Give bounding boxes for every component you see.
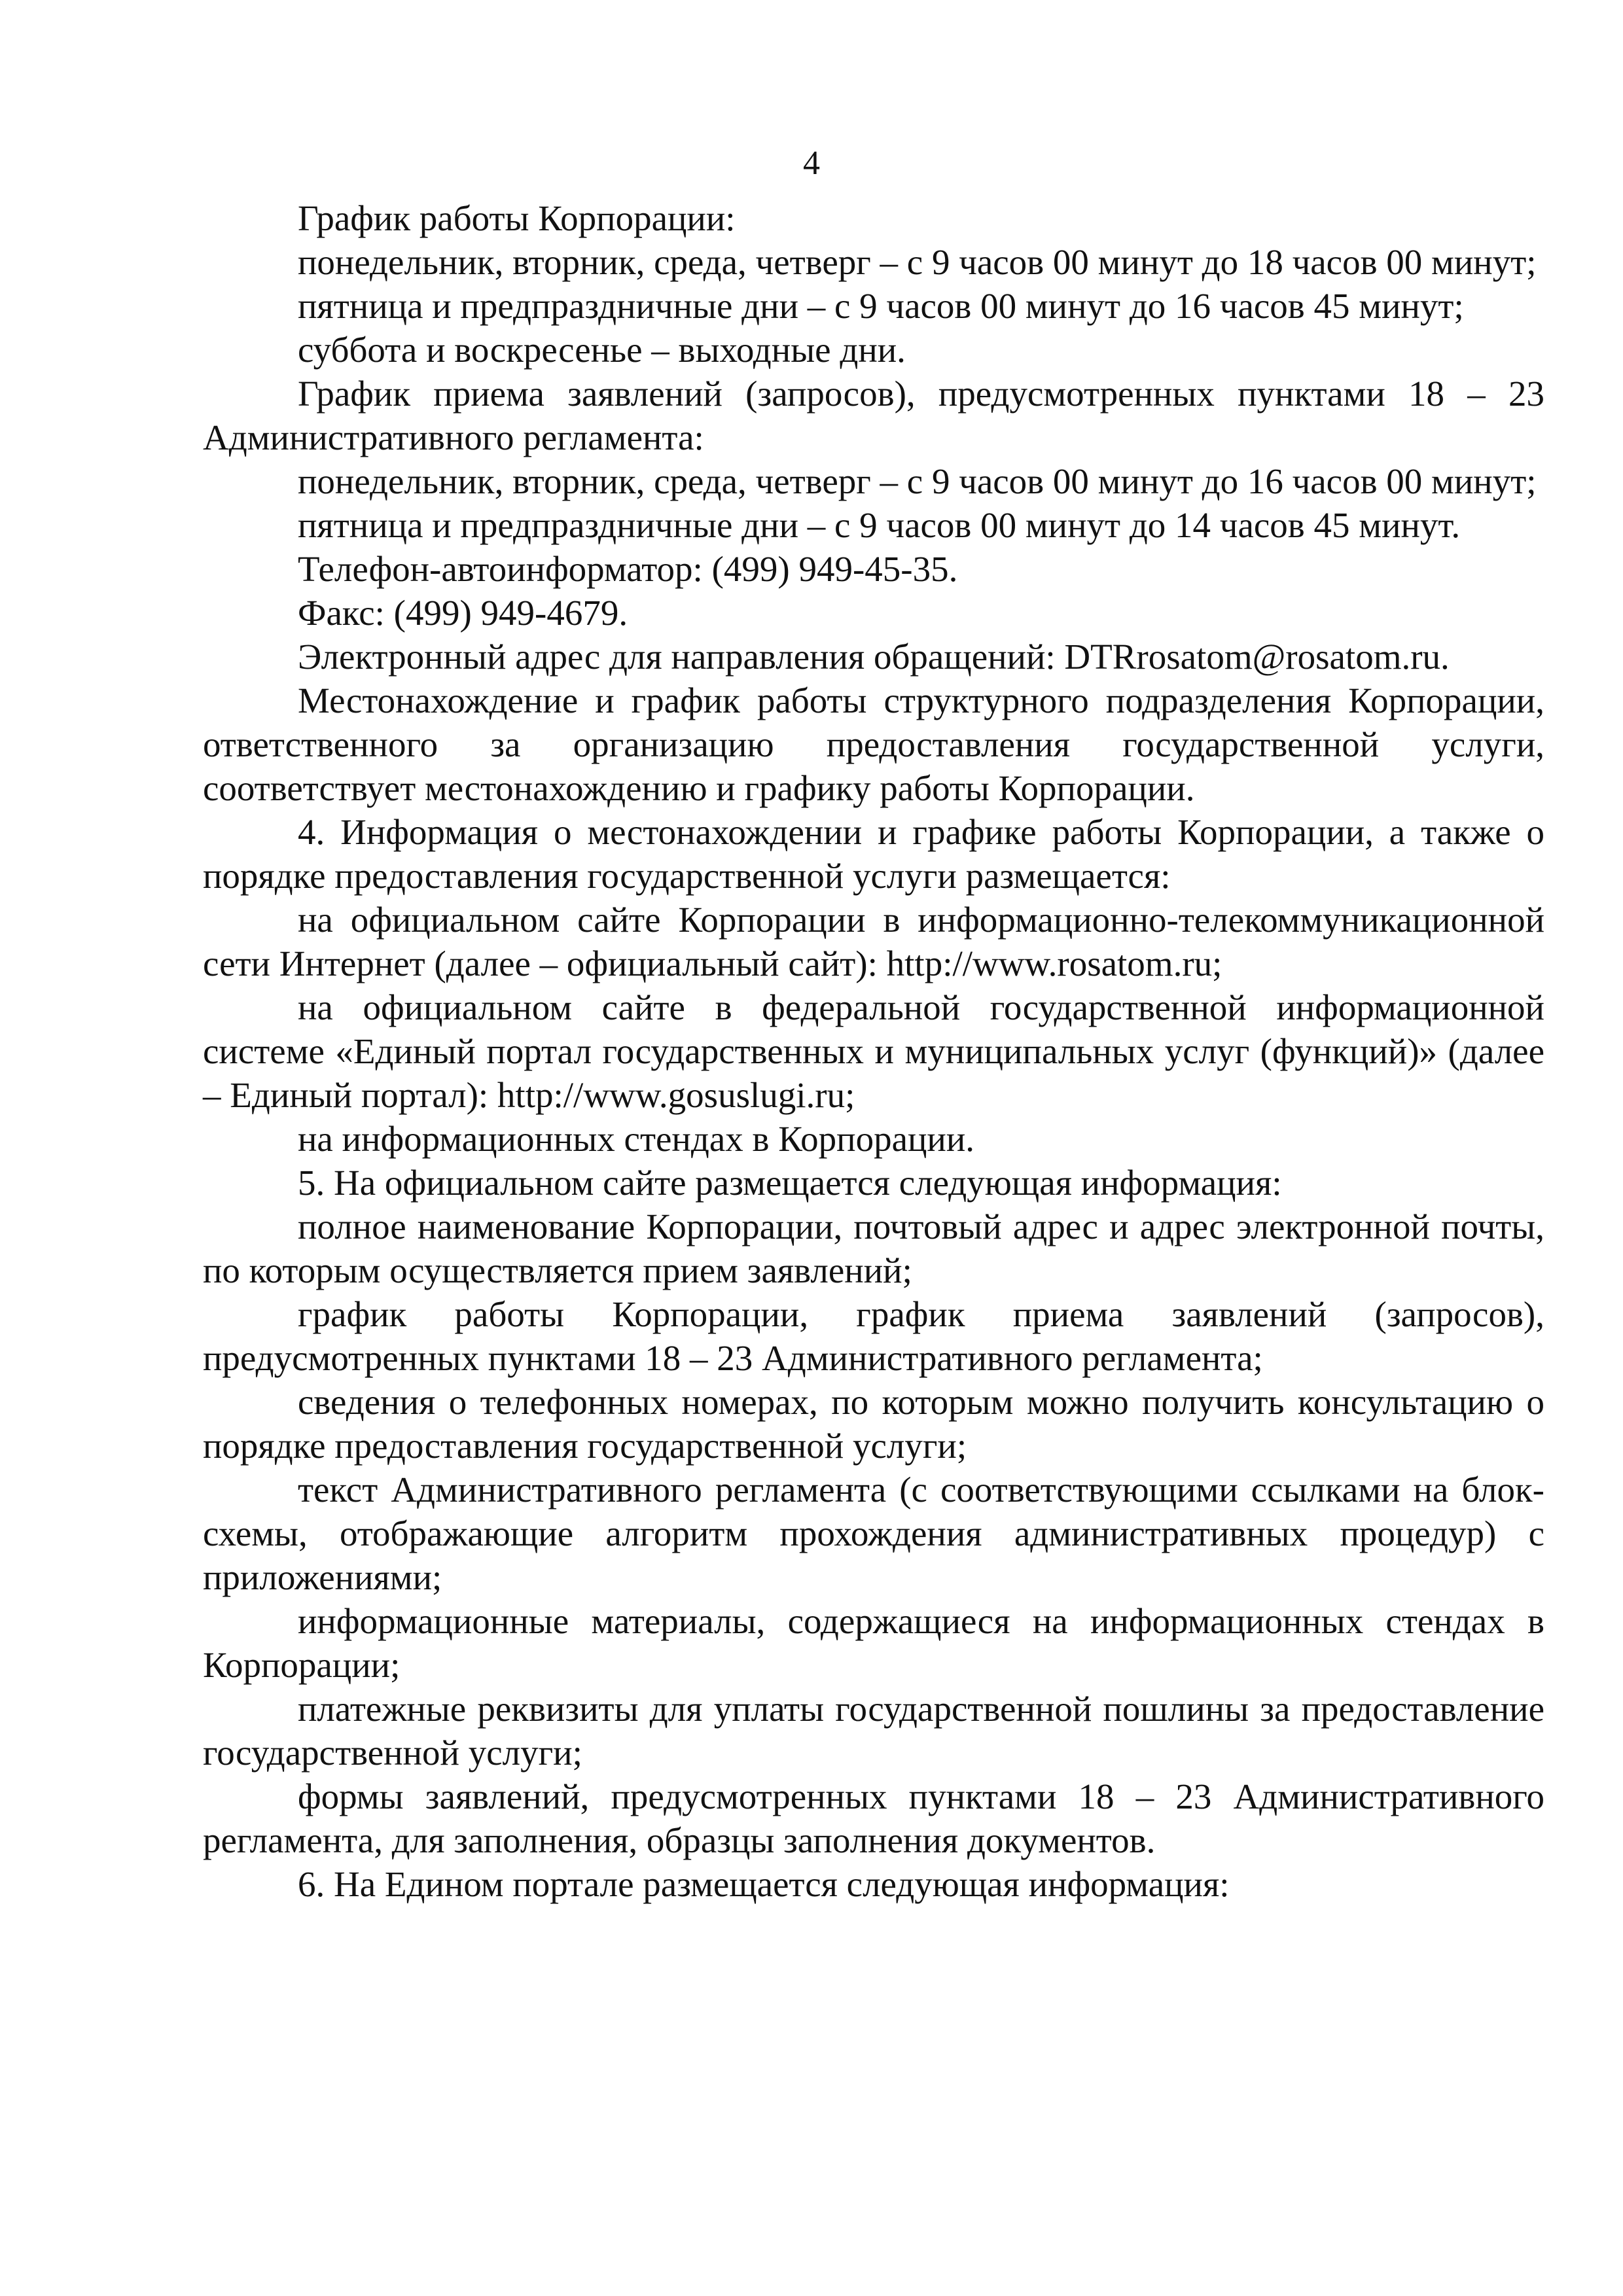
paragraph-fax: Факс: (499) 949-4679. <box>298 593 628 633</box>
paragraph-payment-details: платежные реквизиты для уплаты государственной пошлины за предоставление государственной услуги; <box>203 1689 1544 1773</box>
paragraph-regulation-text: текст Административного регламента (с соответствующими ссылками на блок-схемы, отображающие алгоритм прохождения административных процедур) с приложениями; <box>203 1470 1544 1597</box>
page-number: 4 <box>803 145 820 182</box>
paragraph-work-schedule: график работы Корпорации, график приема заявлений (запросов), предусмотренных пунктами 18 – 23 Административного регламента; <box>203 1294 1544 1378</box>
paragraph-application-forms: формы заявлений, предусмотренных пунктами 18 – 23 Административного регламента, для заполнения, образцы заполнения документов. <box>203 1776 1544 1860</box>
paragraph-intake-heading: График приема заявлений (запросов), предусмотренных пунктами 18 – 23 Административного регламента: <box>203 374 1544 457</box>
paragraph-phone-numbers: сведения о телефонных номерах, по которым можно получить консультацию о порядке предоставления государственной услуги; <box>203 1382 1544 1466</box>
paragraph-department-location: Местонахождение и график работы структурного подразделения Корпорации, ответственного за организацию предоставления государственной услуги, соответствует местонахождению и графику работы Корпорации. <box>203 680 1544 808</box>
paragraph-schedule-heading: График работы Корпорации: <box>298 198 736 238</box>
paragraph-unified-portal: на официальном сайте в федеральной государственной информационной системе «Единый портал государственных и муниципальных услуг (функций)» (далее – Единый портал): http://www.gosuslugi.ru; <box>203 987 1544 1115</box>
document-body <box>203 196 1544 1906</box>
paragraph-info-stands: на информационных стендах в Корпорации. <box>298 1119 975 1159</box>
paragraph-schedule-mon-thu: понедельник, вторник, среда, четверг – с 9 часов 00 минут до 18 часов 00 минут; <box>298 242 1537 282</box>
paragraph-intake-friday: пятница и предпраздничные дни – с 9 часов 00 минут до 14 часов 45 минут. <box>298 505 1461 545</box>
paragraph-intake-mon-thu: понедельник, вторник, среда, четверг – с 9 часов 00 минут до 16 часов 00 минут; <box>298 461 1537 501</box>
paragraph-schedule-weekend: суббота и воскресенье – выходные дни. <box>298 330 906 370</box>
paragraph-section-4: 4. Информация о местонахождении и графике работы Корпорации, а также о порядке предоставления государственной услуги размещается: <box>203 812 1544 896</box>
paragraph-official-site: на официальном сайте Корпорации в информационно-телекоммуникационной сети Интернет (далее – официальный сайт): http://www.rosatom.ru; <box>203 900 1544 983</box>
paragraph-section-5: 5. На официальном сайте размещается следующая информация: <box>298 1163 1282 1203</box>
paragraph-schedule-friday: пятница и предпраздничные дни – с 9 часов 00 минут до 16 часов 45 минут; <box>298 286 1464 326</box>
paragraph-full-name: полное наименование Корпорации, почтовый адрес и адрес электронной почты, по которым осуществляется прием заявлений; <box>203 1207 1544 1290</box>
paragraph-info-materials: информационные материалы, содержащиеся на информационных стендах в Корпорации; <box>203 1601 1544 1685</box>
paragraph-phone: Телефон-автоинформатор: (499) 949-45-35. <box>298 549 958 589</box>
paragraph-email: Электронный адрес для направления обращений: DTRrosatom@rosatom.ru. <box>298 637 1450 677</box>
paragraph-section-6: 6. На Едином портале размещается следующая информация: <box>298 1864 1230 1904</box>
